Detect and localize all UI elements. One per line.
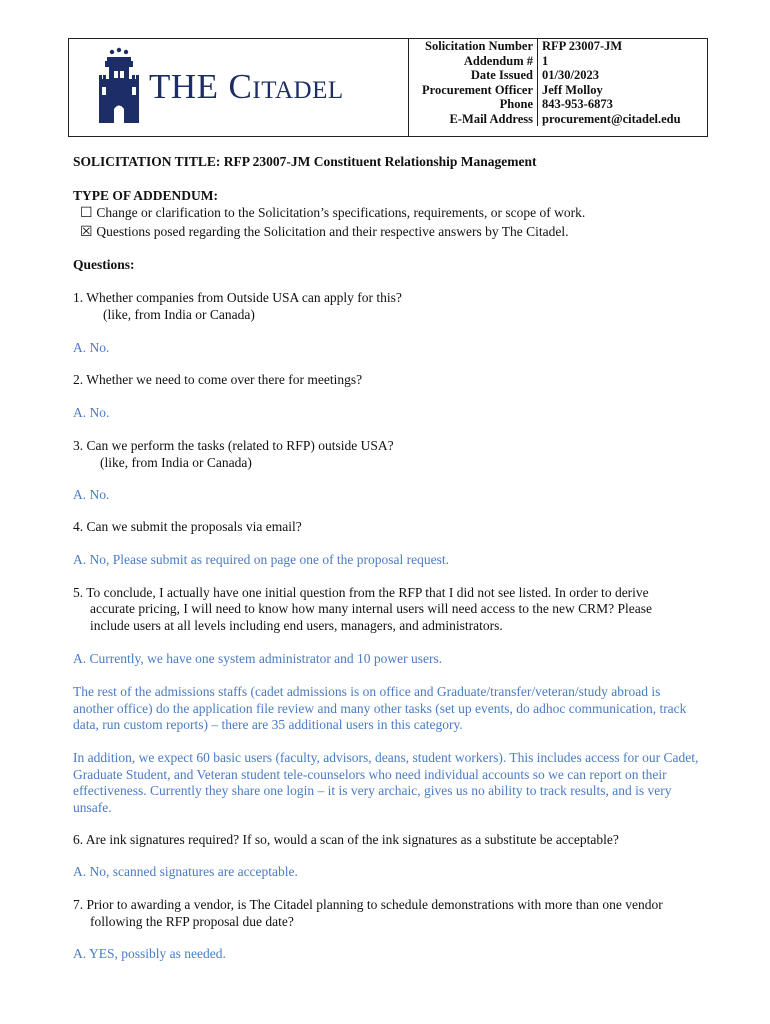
info-row: Procurement Officer Jeff Molloy xyxy=(409,83,707,98)
logo xyxy=(69,39,409,136)
question-5-line-2: accurate pricing, I will need to know how many internal users will need access to the new CRM? Please xyxy=(90,601,652,616)
answer-6: A. No, scanned signatures are acceptable. xyxy=(73,864,298,879)
question-5-line-3: include users at all levels including end users, managers, and administrators. xyxy=(90,618,503,633)
info-row: Phone 843-953-6873 xyxy=(409,97,707,112)
info-row: E-Mail Address procurement@citadel.edu xyxy=(409,112,707,127)
answer-1: A. No. xyxy=(73,340,110,355)
answer-4: A. No, Please submit as required on page one of the proposal request. xyxy=(73,552,450,567)
solicitation-title: SOLICITATION TITLE: RFP 23007-JM Constituent Relationship Management xyxy=(73,154,537,169)
header-table xyxy=(68,38,708,137)
info-row: Solicitation Number RFP 23007-JM xyxy=(409,39,707,54)
question-7-line-2: following the RFP proposal due date? xyxy=(90,914,294,929)
questions-heading: Questions: xyxy=(73,257,135,272)
question-3: 3. Can we perform the tasks (related to RFP) outside USA? xyxy=(73,438,394,453)
question-4: 4. Can we submit the proposals via email? xyxy=(73,519,302,534)
addendum-option: ☒ Questions posed regarding the Solicitation and their respective answers by The Citadel. xyxy=(80,224,569,240)
checkbox-checked-icon: ☒ xyxy=(80,225,93,240)
addendum-option: ☐ Change or clarification to the Solicitation’s specifications, requirements, or scope of work. xyxy=(80,205,586,221)
checkbox-unchecked-icon: ☐ xyxy=(80,206,93,221)
answer-5: A. Currently, we have one system administrator and 10 power users. xyxy=(73,651,443,666)
email-link[interactable]: procurement@citadel.edu xyxy=(542,111,681,126)
question-3-detail: (like, from India or Canada) xyxy=(100,455,252,470)
question-1: 1. Whether companies from Outside USA can apply for this? xyxy=(73,290,402,305)
answer-5-paragraph-3: In addition, we expect 60 basic users (faculty, advisors, deans, student workers). This includes access for our Cadet, Graduate Student, and Veteran student tele-counselors who need individual accounts so we can report on their effectiveness. Currently they share one login – it is very archaic, gives us no ability to track results, and is very unsafe. xyxy=(73,750,699,815)
question-1-detail: (like, from India or Canada) xyxy=(103,307,255,322)
solicitation-info xyxy=(409,39,707,136)
info-row: Addendum # 1 xyxy=(409,54,707,69)
question-5: 5. To conclude, I actually have one initial question from the RFP that I did not see listed. In order to derive xyxy=(73,585,649,600)
answer-7: A. YES, possibly as needed. xyxy=(73,946,226,961)
answer-5-paragraph-2: The rest of the admissions staffs (cadet admissions is on office and Graduate/transfer/veteran/study abroad is another office) do the application file review and many other tasks (set up events, do adhoc communication, track data, run custom reports) – there are 35 additional users in this category. xyxy=(73,684,687,732)
answer-2: A. No. xyxy=(73,405,110,420)
question-7: 7. Prior to awarding a vendor, is The Citadel planning to schedule demonstrations with more than one vendor xyxy=(73,897,663,912)
addendum-type-heading: TYPE OF ADDENDUM: xyxy=(73,188,218,203)
question-2: 2. Whether we need to come over there for meetings? xyxy=(73,372,363,387)
citadel-tower-icon xyxy=(99,47,139,127)
logo-wordmark: THE Citadel xyxy=(149,67,344,106)
info-row: Date Issued 01/30/2023 xyxy=(409,68,707,83)
answer-3: A. No. xyxy=(73,487,110,502)
question-6: 6. Are ink signatures required? If so, would a scan of the ink signatures as a substitute be acceptable? xyxy=(73,832,619,847)
